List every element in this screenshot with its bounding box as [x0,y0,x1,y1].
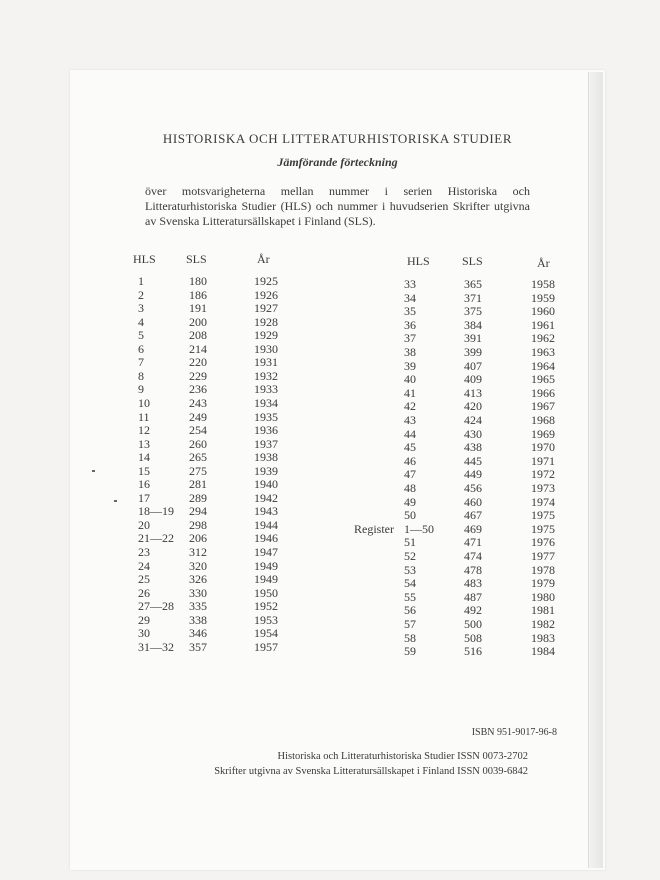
cell-hls: 9 [138,382,144,397]
left-header-year: År [257,252,270,266]
cell-hls: 38 [404,345,416,359]
cell-sls: 208 [189,328,207,343]
cell-sls: 206 [189,531,207,546]
cell-year: 1958 [531,277,555,291]
cell-year: 1952 [254,599,278,614]
issn-line-2: Skrifter utgivna av Svenska Litteratursällskapet i Finland ISSN 0039-6842 [214,766,528,777]
left-header-hls: HLS [133,252,156,266]
cell-hls: 50 [404,508,416,523]
cell-year: 1940 [254,477,278,492]
cell-hls: 30 [138,626,150,641]
right-header-year: År [537,256,550,270]
cell-sls: 445 [464,453,482,468]
cell-hls: 1 [138,274,144,288]
cell-hls: 4 [138,314,144,329]
page-speck [114,500,117,502]
cell-sls: 449 [464,467,482,482]
cell-hls: 20 [138,517,150,532]
cell-hls: 46 [404,453,416,468]
cell-hls: 5 [138,328,144,343]
cell-year: 1938 [254,450,278,465]
cell-hls: 15 [138,463,150,478]
cell-year: 1928 [254,314,278,329]
cell-sls: 371 [464,290,482,305]
cell-hls: 14 [138,450,150,465]
cell-hls: 16 [138,477,150,492]
cell-sls: 236 [189,382,207,397]
cell-hls: 40 [404,372,416,387]
cell-sls: 508 [464,630,482,645]
cell-sls: 478 [464,562,482,577]
cell-year: 1937 [254,436,278,451]
cell-hls: 51 [404,535,416,550]
cell-year: 1943 [254,504,278,519]
cell-hls: 57 [404,617,416,631]
cell-year: 1961 [531,317,555,332]
cell-sls: 265 [189,450,207,465]
cell-sls: 391 [464,331,482,346]
cell-year: 1971 [531,453,555,468]
cell-year: 1984 [531,644,555,659]
cell-sls: 289 [189,490,207,505]
cell-hls: 45 [404,440,416,455]
cell-sls: 186 [189,287,207,302]
cell-sls: 516 [464,644,482,659]
cell-hls: 58 [404,630,416,645]
cell-year: 1980 [531,589,555,604]
cell-sls: 413 [464,385,482,400]
cell-hls: 55 [404,589,416,604]
cell-sls: 229 [189,368,207,383]
cell-hls: 56 [404,603,416,618]
cell-year: 1957 [254,639,278,654]
cell-year: 1979 [531,576,555,591]
cell-sls: 294 [189,504,207,519]
cell-sls: 365 [464,277,482,291]
cell-year: 1933 [254,382,278,397]
cell-sls: 260 [189,436,207,451]
issn-line-1: Historiska och Litteraturhistoriska Studier ISSN 0073-2702 [277,751,528,762]
cell-hls: 48 [404,481,416,495]
cell-hls: 41 [404,385,416,400]
cell-sls: 275 [189,463,207,478]
cell-year: 1978 [531,562,555,577]
isbn-text: ISBN 951-9017-96-8 [471,727,557,738]
cell-hls: 6 [138,341,144,356]
cell-hls: 23 [138,545,150,559]
cell-hls: 7 [138,355,144,370]
cell-sls: 214 [189,341,207,356]
cell-hls: 2 [138,287,144,302]
cell-year: 1927 [254,301,278,316]
cell-year: 1946 [254,531,278,546]
cell-hls: 11 [138,409,150,424]
cell-sls: 338 [189,612,207,627]
cell-year: 1953 [254,612,278,627]
cell-hls: 10 [138,395,150,410]
cell-year: 1969 [531,426,555,441]
cell-year: 1931 [254,355,278,370]
cell-year: 1964 [531,358,555,373]
cell-hls: 25 [138,572,150,587]
cell-hls: 26 [138,585,150,600]
cell-sls: 249 [189,409,207,424]
cell-year: 1930 [254,341,278,356]
cell-hls: 12 [138,423,150,438]
cell-hls: 17 [138,490,150,505]
cell-year: 1947 [254,545,278,559]
cell-year: 1975 [531,521,555,536]
cell-sls: 191 [189,301,207,316]
cell-year: 1967 [531,399,555,414]
cell-register: Register [354,521,394,536]
cell-year: 1954 [254,626,278,641]
cell-sls: 430 [464,426,482,441]
cell-sls: 467 [464,508,482,523]
cell-sls: 357 [189,639,207,654]
cell-year: 1982 [531,617,555,631]
cell-sls: 200 [189,314,207,329]
cell-year: 1968 [531,413,555,427]
cell-sls: 320 [189,558,207,573]
cell-sls: 487 [464,589,482,604]
cell-year: 1975 [531,508,555,523]
cell-year: 1934 [254,395,278,410]
cell-hls: 39 [404,358,416,373]
cell-sls: 407 [464,358,482,373]
right-header-sls: SLS [462,254,483,268]
cell-year: 1962 [531,331,555,346]
cell-year: 1939 [254,463,278,478]
cell-sls: 312 [189,545,207,559]
cell-sls: 424 [464,413,482,427]
cell-sls: 492 [464,603,482,618]
cell-year: 1977 [531,549,555,563]
cell-sls: 220 [189,355,207,370]
cell-year: 1973 [531,481,555,495]
cell-year: 1966 [531,385,555,400]
cell-sls: 384 [464,317,482,332]
cell-hls: 33 [404,277,416,291]
cell-sls: 254 [189,423,207,438]
left-header-sls: SLS [186,252,207,266]
cell-year: 1960 [531,304,555,319]
cell-year: 1959 [531,290,555,305]
cell-year: 1929 [254,328,278,343]
cell-sls: 298 [189,517,207,532]
cell-hls: 37 [404,331,416,346]
cell-year: 1965 [531,372,555,387]
table-row [0,644,660,659]
cell-year: 1970 [531,440,555,455]
cell-hls: 52 [404,549,416,563]
cell-sls: 500 [464,617,482,631]
cell-sls: 469 [464,521,482,536]
cell-year: 1949 [254,558,278,573]
cell-year: 1936 [254,423,278,438]
cell-year: 1932 [254,368,278,383]
cell-hls: 35 [404,304,416,319]
cell-hls: 47 [404,467,416,482]
cell-hls: 29 [138,612,150,627]
cell-hls: 24 [138,558,150,573]
cell-hls: 3 [138,301,144,316]
cell-year: 1935 [254,409,278,424]
cell-sls: 399 [464,345,482,359]
cell-year: 1926 [254,287,278,302]
cell-sls: 180 [189,274,207,288]
page-speck [92,470,95,472]
cell-sls: 346 [189,626,207,641]
cell-year: 1950 [254,585,278,600]
cell-hls: 42 [404,399,416,414]
cell-sls: 409 [464,372,482,387]
cell-year: 1972 [531,467,555,482]
cell-year: 1981 [531,603,555,618]
cell-sls: 456 [464,481,482,495]
cell-hls: 18—19 [138,504,174,519]
cell-sls: 438 [464,440,482,455]
cell-hls: 21—22 [138,531,174,546]
page-title: HISTORISKA OCH LITTERATURHISTORISKA STUDIER [162,131,513,146]
cell-sls: 460 [464,494,482,509]
cell-sls: 471 [464,535,482,550]
cell-sls: 375 [464,304,482,319]
cell-hls: 44 [404,426,416,441]
cell-hls: 59 [404,644,416,659]
cell-year: 1976 [531,535,555,550]
cell-hls: 8 [138,368,144,383]
cell-sls: 326 [189,572,207,587]
cell-hls: 31—32 [138,639,174,654]
cell-year: 1944 [254,517,278,532]
cell-sls: 335 [189,599,207,614]
cell-hls: 36 [404,317,416,332]
cell-sls: 330 [189,585,207,600]
cell-sls: 483 [464,576,482,591]
right-header-hls: HLS [407,254,430,268]
cell-hls: 49 [404,494,416,509]
cell-year: 1974 [531,494,555,509]
cell-hls: 53 [404,562,416,577]
cell-year: 1963 [531,345,555,359]
cell-year: 1942 [254,490,278,505]
cell-hls: 27—28 [138,599,174,614]
cell-sls: 474 [464,549,482,563]
cell-sls: 420 [464,399,482,414]
page-subtitle: Jämförande förteckning [277,155,398,169]
cell-year: 1983 [531,630,555,645]
cell-hls: 34 [404,290,416,305]
intro-paragraph: över motsvarigheterna mellan nummer i serien Historiska och Litteraturhistoriska Studier (HLS) och nummer i huvudserien Skrifter utgivna av Svenska Litteratursällskapet i Finland (SLS). [145,184,530,228]
cell-hls: 43 [404,413,416,427]
cell-hls: 1—50 [404,521,434,536]
cell-hls: 13 [138,436,150,451]
cell-year: 1925 [254,274,278,288]
cell-sls: 243 [189,395,207,410]
cell-sls: 281 [189,477,207,492]
cell-hls: 54 [404,576,416,591]
cell-year: 1949 [254,572,278,587]
